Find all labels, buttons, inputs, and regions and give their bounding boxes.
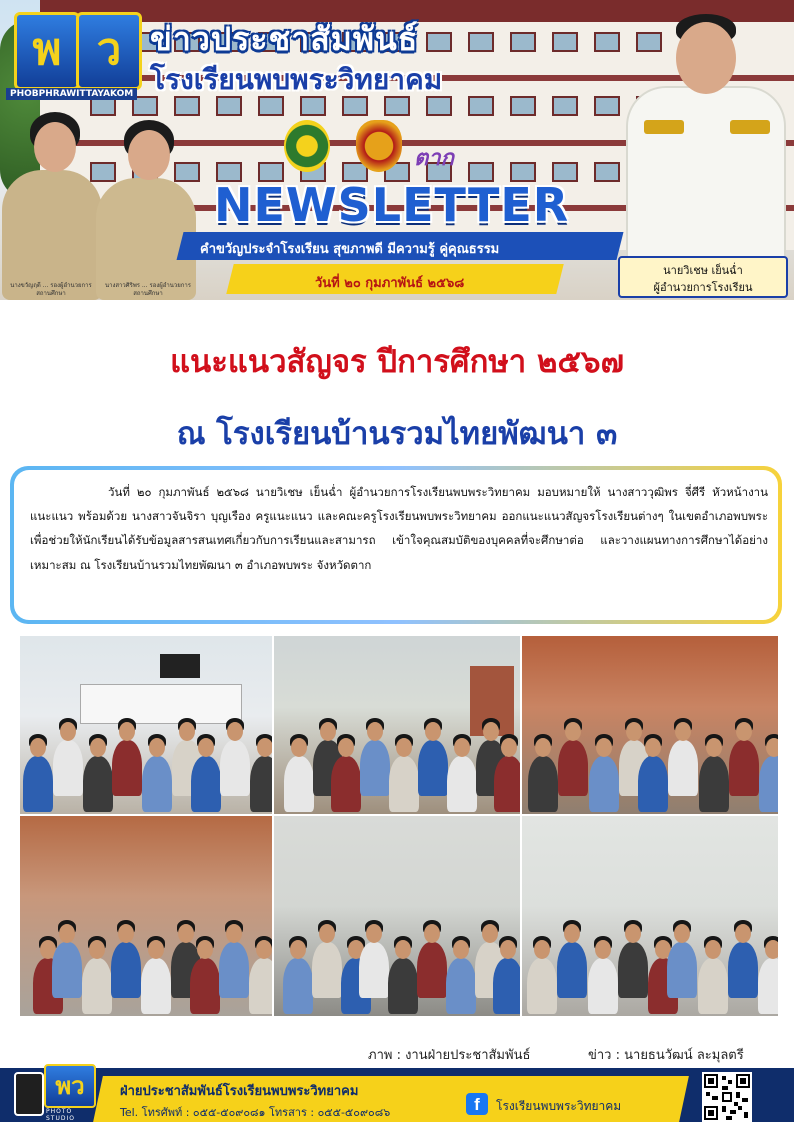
shoulder-board <box>644 120 684 134</box>
person-head <box>338 738 354 757</box>
school-motto: คำขวัญประจำโรงเรียน สุขภาพดี มีความรู้ คู่คุณธรรม <box>200 242 500 257</box>
person-figure <box>53 740 83 796</box>
person-head <box>500 940 516 959</box>
staff-caption: นางขวัญฤดี ... รองผู้อำนวยการสถานศึกษา <box>10 282 92 297</box>
person-head <box>675 722 691 741</box>
person-head <box>396 738 412 757</box>
person-figure <box>142 756 172 812</box>
school-name: โรงเรียนพบพระวิทยาคม <box>150 63 443 96</box>
person-head <box>765 940 780 959</box>
person-head <box>424 924 440 943</box>
person-head <box>366 924 382 943</box>
person-head <box>736 722 752 741</box>
person-head <box>119 722 135 741</box>
staff-face <box>34 122 76 172</box>
building-window <box>174 162 200 182</box>
person-head <box>60 722 76 741</box>
article-body-text: วันที่ ๒๐ กุมภาพันธ์ ๒๕๖๘ นายวิเชษ เย็นฉ่ำ ผู้อำนวยการโรงเรียนพบพระวิทยาคม มอบหมายให้ นางสาววุฒิพร จี่ศีรี หัวหน้างานแนะแนว พร้อมด้วย นางสาวจันจิรา บุญเรือง ครูแนะแนว และคณะครูโรงเรียนพบพระวิทยาคม ออกแนะแนวสัญจรโรงเรียนต่างๆ ในเขตอำเภอพบพระ เพื่อช่วยให้นักเรียนได้รับข้อมูลสารสนเทศเกี่ยวกับการเรียนและสามารถ เข้าใจคุณสมบัติของบุคคลที่จะศึกษาต่อ และวางแผนทางการศึกษาได้อย่างเหมาะสม ณ โรงเรียนบ้านรวมไทยพัฒนา ๓ อำเภอพบพระ จังหวัดตาก <box>30 485 768 572</box>
person-head <box>482 924 498 943</box>
shoulder-board <box>730 120 770 134</box>
person-head <box>626 722 642 741</box>
person-figure <box>190 958 220 1014</box>
person-figure <box>191 756 221 812</box>
person-head <box>453 940 469 959</box>
person-figure <box>388 958 418 1014</box>
person-figure <box>728 942 758 998</box>
person-head <box>395 940 411 959</box>
classroom-photo-3 <box>520 634 780 816</box>
person-head <box>227 722 243 741</box>
person-figure <box>220 740 250 796</box>
person-head <box>319 924 335 943</box>
person-figure <box>250 756 274 812</box>
director-nameplate <box>618 256 788 298</box>
ministry-emblem-icon <box>356 120 402 172</box>
person-figure <box>83 756 113 812</box>
article-text-box <box>10 466 782 624</box>
classroom-photo-4 <box>18 814 274 1018</box>
person-head <box>625 924 641 943</box>
photo-credit: ภาพ : งานฝ่ายประชาสัมพันธ์ <box>368 1048 531 1063</box>
building-window <box>552 32 578 52</box>
person-figure <box>331 756 361 812</box>
person-head <box>674 924 690 943</box>
person-head <box>320 722 336 741</box>
person-figure <box>249 958 274 1014</box>
person-head <box>290 940 306 959</box>
person-figure <box>759 756 780 812</box>
person-head <box>89 940 105 959</box>
person-head <box>534 940 550 959</box>
building-window <box>594 96 620 116</box>
school-logo-letter: ว <box>76 12 142 90</box>
whiteboard <box>80 684 242 724</box>
person-figure <box>698 958 728 1014</box>
person-head <box>501 738 517 757</box>
person-head <box>595 940 611 959</box>
person-head <box>226 924 242 943</box>
person-figure <box>23 756 53 812</box>
person-head <box>766 738 780 757</box>
person-head <box>367 722 383 741</box>
staff-caption: นางสาวศิริพร ... รองผู้อำนวยการสถานศึกษา <box>104 282 191 297</box>
facebook-icon[interactable]: f <box>466 1093 488 1115</box>
person-figure <box>699 756 729 812</box>
person-figure <box>558 740 588 796</box>
building-window <box>468 96 494 116</box>
person-head <box>30 738 46 757</box>
photo-studio-logo <box>14 1064 94 1120</box>
person-head <box>454 738 470 757</box>
person-head <box>483 722 499 741</box>
camera-icon <box>14 1072 44 1116</box>
person-head <box>197 940 213 959</box>
footer-department: ฝ่ายประชาสัมพันธ์โรงเรียนพบพระวิทยาคม <box>120 1084 359 1099</box>
person-head <box>59 924 75 943</box>
building-window <box>468 32 494 52</box>
person-figure <box>284 756 314 812</box>
director-face <box>676 22 736 94</box>
newsletter-title: ข่าวประชาสัมพันธ์ <box>150 20 419 58</box>
building-window <box>90 162 116 182</box>
person-figure <box>638 756 668 812</box>
person-figure <box>219 942 249 998</box>
office-emblem-icon <box>284 120 330 172</box>
person-head <box>198 738 214 757</box>
news-credit: ข่าว : นายธนวัฒน์ ละมุลตรี <box>588 1048 744 1063</box>
classroom-photo-6 <box>520 814 780 1018</box>
person-figure <box>494 756 522 812</box>
person-figure <box>446 958 476 1014</box>
tv-screen <box>160 654 200 678</box>
classroom-photo-5 <box>272 814 522 1018</box>
person-figure <box>312 942 342 998</box>
person-head <box>706 738 722 757</box>
person-figure <box>52 942 82 998</box>
person-head <box>705 940 721 959</box>
building-window <box>594 32 620 52</box>
person-head <box>735 924 751 943</box>
classroom-photo-2 <box>272 634 522 816</box>
footer-logo-mark: พว <box>44 1064 96 1108</box>
newsletter-heading: NEWSLETTER <box>214 178 570 232</box>
building-window <box>510 96 536 116</box>
person-figure <box>389 756 419 812</box>
staff-photo-left <box>2 170 102 300</box>
director-photo <box>626 86 786 266</box>
building-window <box>426 32 452 52</box>
person-figure <box>527 958 557 1014</box>
person-figure <box>589 756 619 812</box>
person-head <box>90 738 106 757</box>
person-figure <box>528 756 558 812</box>
person-figure <box>112 740 142 796</box>
person-figure <box>729 740 759 796</box>
person-figure <box>283 958 313 1014</box>
person-head <box>291 738 307 757</box>
headline-title: แนะแนวสัญจร ปีการศึกษา ๒๕๖๗ <box>170 344 624 380</box>
person-head <box>535 738 551 757</box>
building-window <box>510 32 536 52</box>
person-figure <box>141 958 171 1014</box>
person-figure <box>667 942 697 998</box>
person-head <box>148 940 164 959</box>
person-figure <box>417 942 447 998</box>
article-text-box-inner <box>14 470 778 620</box>
logo-caption: PHOBPHRAWITTAYAKOM <box>6 88 137 100</box>
qr-code-icon[interactable] <box>702 1072 752 1122</box>
qr-code-graphic <box>704 1074 750 1120</box>
person-head <box>118 924 134 943</box>
person-figure <box>82 958 112 1014</box>
person-figure <box>111 942 141 998</box>
person-head <box>565 722 581 741</box>
footer-logo-caption: PHOTO STUDIO <box>46 1108 75 1122</box>
person-figure <box>360 740 390 796</box>
building-window <box>594 162 620 182</box>
classroom-photo-1 <box>18 634 274 816</box>
staff-face <box>128 130 170 180</box>
person-head <box>564 924 580 943</box>
person-figure <box>447 756 477 812</box>
person-head <box>149 738 165 757</box>
newsletter-header <box>0 0 794 300</box>
school-logo-letter: พ <box>14 12 80 90</box>
person-head <box>425 722 441 741</box>
person-head <box>257 738 273 757</box>
article-body <box>30 480 768 577</box>
person-figure <box>618 942 648 998</box>
person-figure <box>758 958 780 1014</box>
person-head <box>596 738 612 757</box>
person-figure <box>359 942 389 998</box>
person-figure <box>493 958 522 1014</box>
building-window <box>552 96 578 116</box>
person-figure <box>668 740 698 796</box>
person-head <box>645 738 661 757</box>
person-figure <box>588 958 618 1014</box>
building-window <box>636 32 662 52</box>
person-head <box>178 924 194 943</box>
person-head <box>256 940 272 959</box>
facebook-page-link[interactable]: โรงเรียนพบพระวิทยาคม <box>496 1099 622 1113</box>
tak-emblem-icon: ตาก <box>414 146 454 171</box>
director-name: นายวิเชษ เย็นฉ่ำ <box>663 264 743 277</box>
issue-date: วันที่ ๒๐ กุมภาพันธ์ ๒๕๖๘ <box>315 276 465 291</box>
person-head <box>179 722 195 741</box>
person-figure <box>557 942 587 998</box>
footer-contact: Tel. โทรศัพท์ : ๐๕๕-๕๐๙๐๘๑ โทรสาร : ๐๕๕-๕๐๙๐๘๖ <box>120 1106 391 1119</box>
headline-location: ณ โรงเรียนบ้านรวมไทยพัฒนา ๓ <box>176 416 618 452</box>
person-figure <box>418 740 448 796</box>
director-position: ผู้อำนวยการโรงเรียน <box>653 281 753 294</box>
